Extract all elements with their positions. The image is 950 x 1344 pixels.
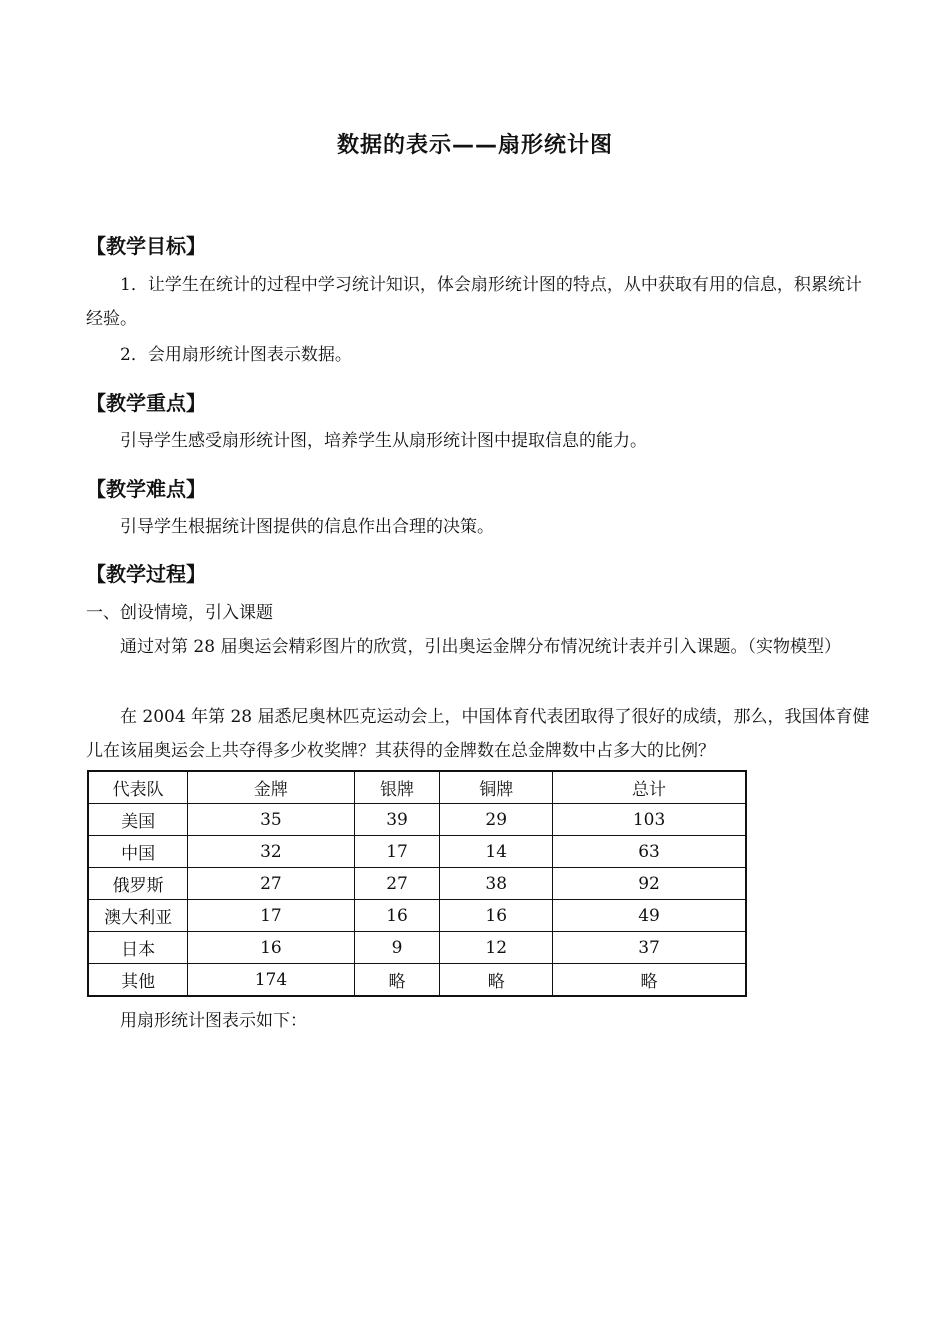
table-cell: 16 xyxy=(354,900,440,932)
table-cell: 略 xyxy=(553,964,746,997)
goals-item-1: 1．让学生在统计的过程中学习统计知识，体会扇形统计图的特点，从中获取有用的信息，积累统计经验。 xyxy=(86,275,862,329)
table-cell: 中国 xyxy=(88,836,188,868)
heading-goals: 【教学目标】 xyxy=(86,234,206,258)
table-cell: 俄罗斯 xyxy=(88,868,188,900)
table-cell: 37 xyxy=(553,932,746,964)
table-cell: 16 xyxy=(440,900,553,932)
table-row xyxy=(88,804,746,836)
table-cell: 16 xyxy=(188,932,354,964)
process-subheading: 一、创设情境，引入课题 xyxy=(86,603,273,623)
table-cell: 12 xyxy=(440,932,553,964)
table-cell: 38 xyxy=(440,868,553,900)
medal-table xyxy=(87,770,747,997)
table-cell: 9 xyxy=(354,932,440,964)
table-cell: 17 xyxy=(354,836,440,868)
table-cell: 174 xyxy=(188,964,354,997)
table-header-cell: 银牌 xyxy=(354,771,440,804)
table-row xyxy=(88,932,746,964)
after-table-text: 用扇形统计图表示如下： xyxy=(120,1011,307,1031)
table-cell: 63 xyxy=(553,836,746,868)
table-header-row xyxy=(88,771,746,804)
table-cell: 略 xyxy=(354,964,440,997)
table-row xyxy=(88,900,746,932)
table-cell: 14 xyxy=(440,836,553,868)
table-cell: 27 xyxy=(188,868,354,900)
table-cell: 日本 xyxy=(88,932,188,964)
heading-process: 【教学过程】 xyxy=(86,562,206,586)
goals-item-2: 2．会用扇形统计图表示数据。 xyxy=(120,345,352,365)
table-cell: 美国 xyxy=(88,804,188,836)
process-paragraph-1: 通过对第 28 届奥运会精彩图片的欣赏，引出奥运金牌分布情况统计表并引入课题。（实物模型） xyxy=(120,637,841,657)
table-cell: 39 xyxy=(354,804,440,836)
table-cell: 32 xyxy=(188,836,354,868)
table-row xyxy=(88,964,746,997)
table-cell: 29 xyxy=(440,804,553,836)
page-title: 数据的表示——扇形统计图 xyxy=(336,133,613,158)
table-row xyxy=(88,836,746,868)
table-row xyxy=(88,868,746,900)
table-cell: 27 xyxy=(354,868,440,900)
table-header-cell: 金牌 xyxy=(188,771,354,804)
table-header-cell: 铜牌 xyxy=(440,771,553,804)
table-cell: 澳大利亚 xyxy=(88,900,188,932)
heading-key-points: 【教学重点】 xyxy=(86,391,206,415)
table-cell: 17 xyxy=(188,900,354,932)
table-cell: 35 xyxy=(188,804,354,836)
table-header-cell: 代表队 xyxy=(88,771,188,804)
heading-difficulties: 【教学难点】 xyxy=(86,477,206,501)
table-cell: 略 xyxy=(440,964,553,997)
table-cell: 103 xyxy=(553,804,746,836)
table-cell: 49 xyxy=(553,900,746,932)
process-paragraph-2: 在 2004 年第 28 届悉尼奥林匹克运动会上，中国体育代表团取得了很好的成绩，那么，我国体育健儿在该届奥运会上共夺得多少枚奖牌？其获得的金牌数在总金牌数中占多大的比例？ xyxy=(86,707,870,761)
key-points-text: 引导学生感受扇形统计图，培养学生从扇形统计图中提取信息的能力。 xyxy=(120,431,647,451)
table-header-cell: 总计 xyxy=(553,771,746,804)
table-cell: 其他 xyxy=(88,964,188,997)
table-cell: 92 xyxy=(553,868,746,900)
difficulties-text: 引导学生根据统计图提供的信息作出合理的决策。 xyxy=(120,517,494,537)
